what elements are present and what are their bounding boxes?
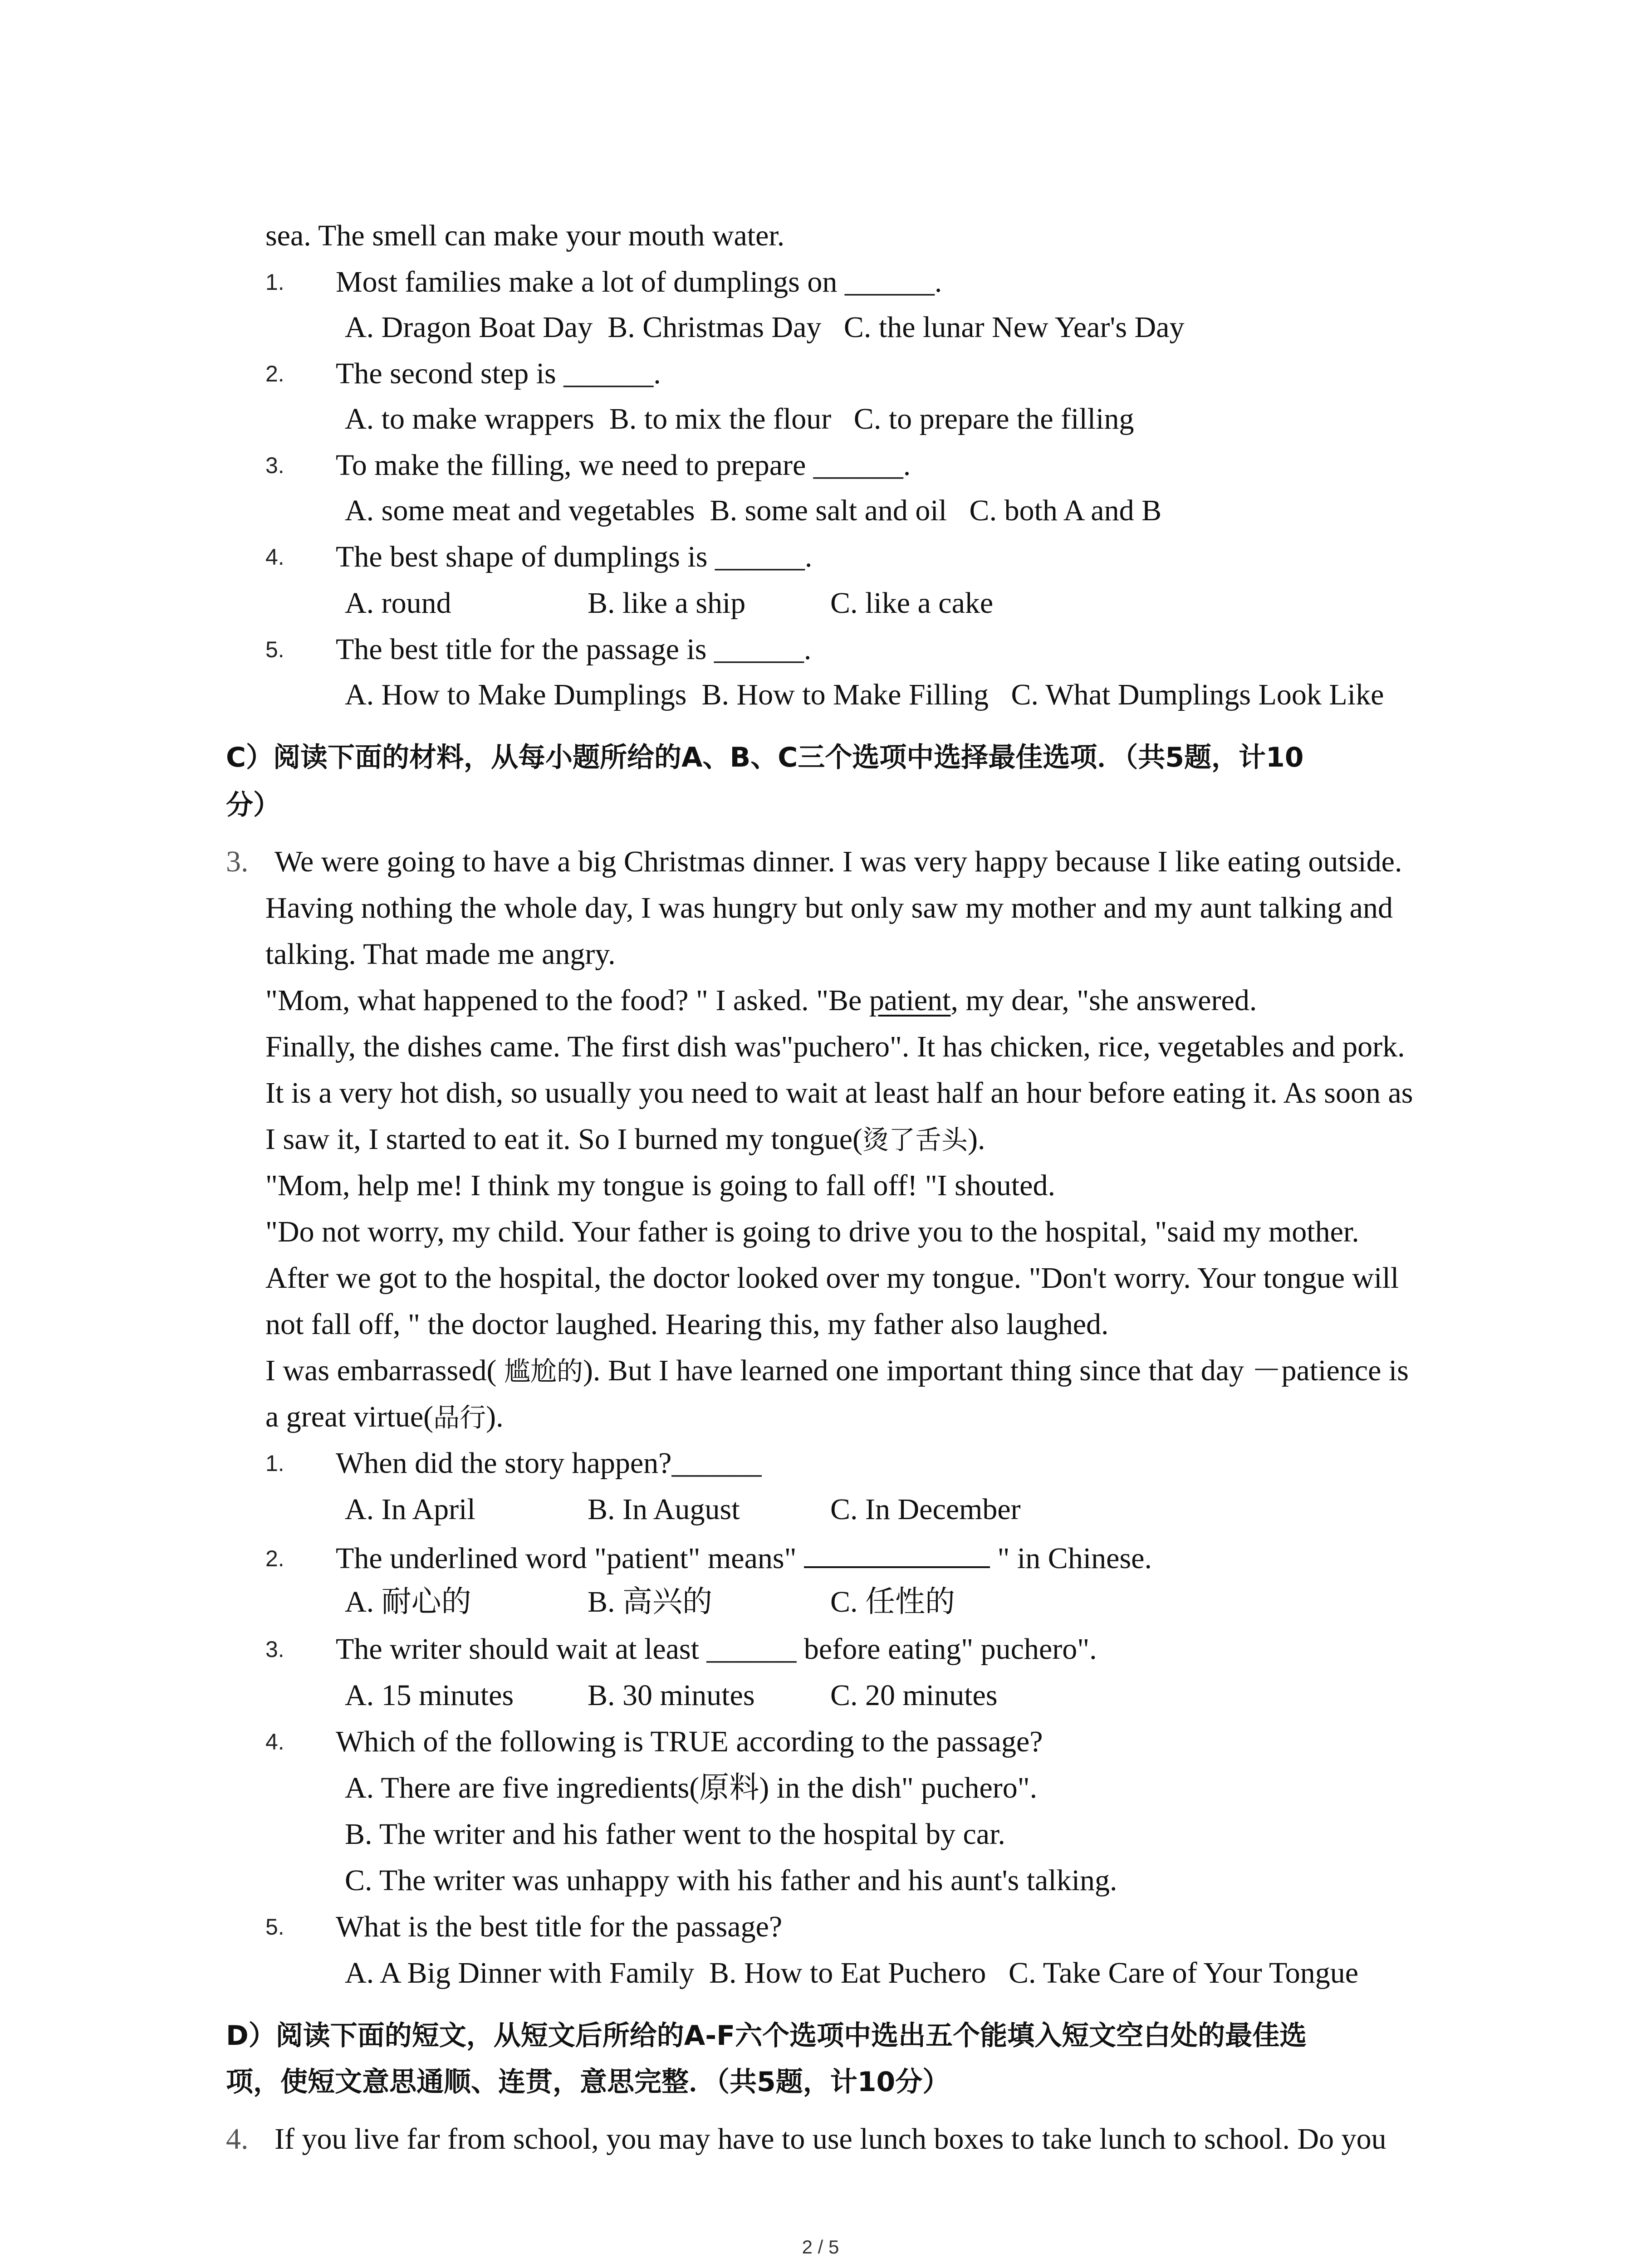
passage-line: We were going to have a big Christmas dinner. I was very happy because I like eating outside. <box>274 845 1402 878</box>
stem-text: The underlined word "patient" means" <box>336 1542 804 1575</box>
question-number: 4. <box>265 1729 284 1755</box>
question-number: 4. <box>265 544 284 570</box>
section-d-heading: D）阅读下面的短文，从短文后所给的A-F六个选项中选出五个能填入短文空白处的最佳选 <box>226 2020 1307 2052</box>
passage-line: "Do not worry, my child. Your father is going to drive you to the hospital, "said my mother. <box>265 1215 1359 1248</box>
passage-line: If you live far from school, you may have to use lunch boxes to take lunch to school. Do you <box>274 2122 1386 2156</box>
question-number: 1. <box>265 269 284 295</box>
question-number: 5. <box>265 637 284 662</box>
question-stem: What is the best title for the passage? <box>336 1910 783 1943</box>
passage-line <box>265 982 1257 1020</box>
question-stem: The second step is ______. <box>336 357 661 390</box>
option-b[interactable]: B. 高兴的 <box>588 1585 713 1618</box>
passage-text: I was embarrassed( <box>265 1354 504 1387</box>
passage-text: "Mom, what happened to the food? " I asked. "Be <box>265 984 869 1017</box>
passage-number: 3. <box>226 845 249 878</box>
passage-line: Having nothing the whole day, I was hungry but only saw my mother and my aunt talking and <box>265 891 1393 924</box>
option-b[interactable]: B. Christmas Day <box>607 311 822 344</box>
question-stem: Most families make a lot of dumplings on ______. <box>336 265 942 298</box>
stem-text: " in Chinese. <box>990 1542 1152 1575</box>
passage-text: a great virtue( <box>265 1400 434 1433</box>
section-c-heading: C）阅读下面的材料，从每小题所给的A、B、C三个选项中选择最佳选项．（共5题，计10 <box>226 742 1304 773</box>
option-c[interactable]: C. the lunar New Year's Day <box>843 311 1185 344</box>
chinese-gloss: 烫了舌头 <box>862 1124 968 1155</box>
passage-text: ). <box>486 1400 504 1433</box>
option-a[interactable]: A. 耐心的 <box>345 1585 471 1618</box>
option-a[interactable]: A. to make wrappers <box>345 402 594 435</box>
question-stem: The best shape of dumplings is ______. <box>336 540 813 573</box>
option-a[interactable]: A. There are five ingredients(原料) in the dish" puchero". <box>345 1771 1038 1804</box>
option-c[interactable]: C. to prepare the filling <box>853 402 1134 435</box>
option-b[interactable]: B. How to Eat Puchero <box>709 1956 986 1989</box>
option-b[interactable]: B. to mix the flour <box>609 402 832 435</box>
passage-text: ). But I have learned one important thing since that day －patience is <box>583 1354 1409 1387</box>
option-a[interactable]: A. some meat and vegetables <box>345 494 695 527</box>
passage-line: "Mom, help me! I think my tongue is going to fall off! "I shouted. <box>265 1169 1055 1202</box>
question-stem: The writer should wait at least ______ before eating" puchero". <box>336 1633 1097 1666</box>
option-c[interactable]: C. like a cake <box>830 587 994 620</box>
passage-tail: sea. The smell can make your mouth water. <box>265 219 785 252</box>
passage-line <box>265 1352 1409 1390</box>
question-number: 5. <box>265 1914 284 1940</box>
option-b[interactable]: B. In August <box>588 1493 740 1526</box>
option-c[interactable]: C. Take Care of Your Tongue <box>1008 1956 1359 1989</box>
option-a[interactable]: A. round <box>345 587 451 620</box>
question-options <box>345 400 1134 438</box>
section-d-heading-cont: 项，使短文意思通顺、连贯，意思完整．（共5题，计10分） <box>226 2066 950 2098</box>
option-c[interactable]: C. What Dumplings Look Like <box>1011 678 1384 711</box>
question-options <box>345 308 1184 347</box>
chinese-gloss: 品行 <box>433 1402 486 1433</box>
passage-text: I saw it, I started to eat it. So I burned my tongue( <box>265 1123 863 1156</box>
option-a[interactable]: A. A Big Dinner with Family <box>345 1956 695 1989</box>
option-a[interactable]: A. In April <box>345 1493 475 1526</box>
section-c-heading-cont: 分） <box>226 789 280 821</box>
question-options <box>345 492 1161 530</box>
passage-line <box>265 1398 504 1437</box>
question-stem: When did the story happen?______ <box>336 1447 762 1480</box>
option-b[interactable]: B. like a ship <box>588 587 746 620</box>
question-number: 3. <box>265 453 284 478</box>
option-b[interactable]: B. 30 minutes <box>588 1679 755 1712</box>
passage-line: It is a very hot dish, so usually you need to wait at least half an hour before eating it. As soon as <box>265 1076 1413 1110</box>
passage-line: talking. That made me angry. <box>265 938 616 971</box>
option-b[interactable]: B. How to Make Filling <box>701 678 989 711</box>
passage-text: , my dear, "she answered. <box>950 984 1257 1017</box>
question-number: 2. <box>265 361 284 386</box>
option-a[interactable]: A. 15 minutes <box>345 1679 514 1712</box>
page-number: 2 / 5 <box>802 2236 839 2258</box>
passage-text: ). <box>968 1123 985 1156</box>
option-a[interactable]: A. How to Make Dumplings <box>345 678 687 711</box>
question-options <box>345 676 1384 714</box>
option-c[interactable]: C. 任性的 <box>830 1585 955 1618</box>
option-c[interactable]: C. In December <box>830 1493 1021 1526</box>
question-number: 1. <box>265 1451 284 1476</box>
passage-number: 4. <box>226 2122 249 2156</box>
option-c[interactable]: C. The writer was unhappy with his father and his aunt's talking. <box>345 1864 1117 1897</box>
passage-line: not fall off, " the doctor laughed. Hearing this, my father also laughed. <box>265 1308 1109 1341</box>
passage-line: Finally, the dishes came. The first dish was"puchero". It has chicken, rice, vegetables and pork. <box>265 1030 1405 1063</box>
question-options <box>345 1954 1358 1992</box>
chinese-gloss: 尴尬的 <box>504 1356 583 1387</box>
passage-line <box>265 1120 985 1159</box>
question-stem <box>336 1540 1152 1578</box>
question-number: 3. <box>265 1637 284 1662</box>
underlined-word: patient <box>869 984 951 1017</box>
answer-blank[interactable] <box>804 1541 990 1568</box>
question-stem: The best title for the passage is ______. <box>336 633 812 666</box>
option-a[interactable]: A. Dragon Boat Day <box>345 311 593 344</box>
option-c[interactable]: C. both A and B <box>969 494 1162 527</box>
option-b[interactable]: B. some salt and oil <box>710 494 947 527</box>
question-number: 2. <box>265 1546 284 1571</box>
question-stem: Which of the following is TRUE according to the passage? <box>336 1725 1043 1758</box>
passage-line: After we got to the hospital, the doctor looked over my tongue. "Don't worry. Your tongue will <box>265 1261 1399 1295</box>
option-c[interactable]: C. 20 minutes <box>830 1679 998 1712</box>
question-stem: To make the filling, we need to prepare ______. <box>336 449 911 482</box>
option-b[interactable]: B. The writer and his father went to the hospital by car. <box>345 1818 1005 1851</box>
